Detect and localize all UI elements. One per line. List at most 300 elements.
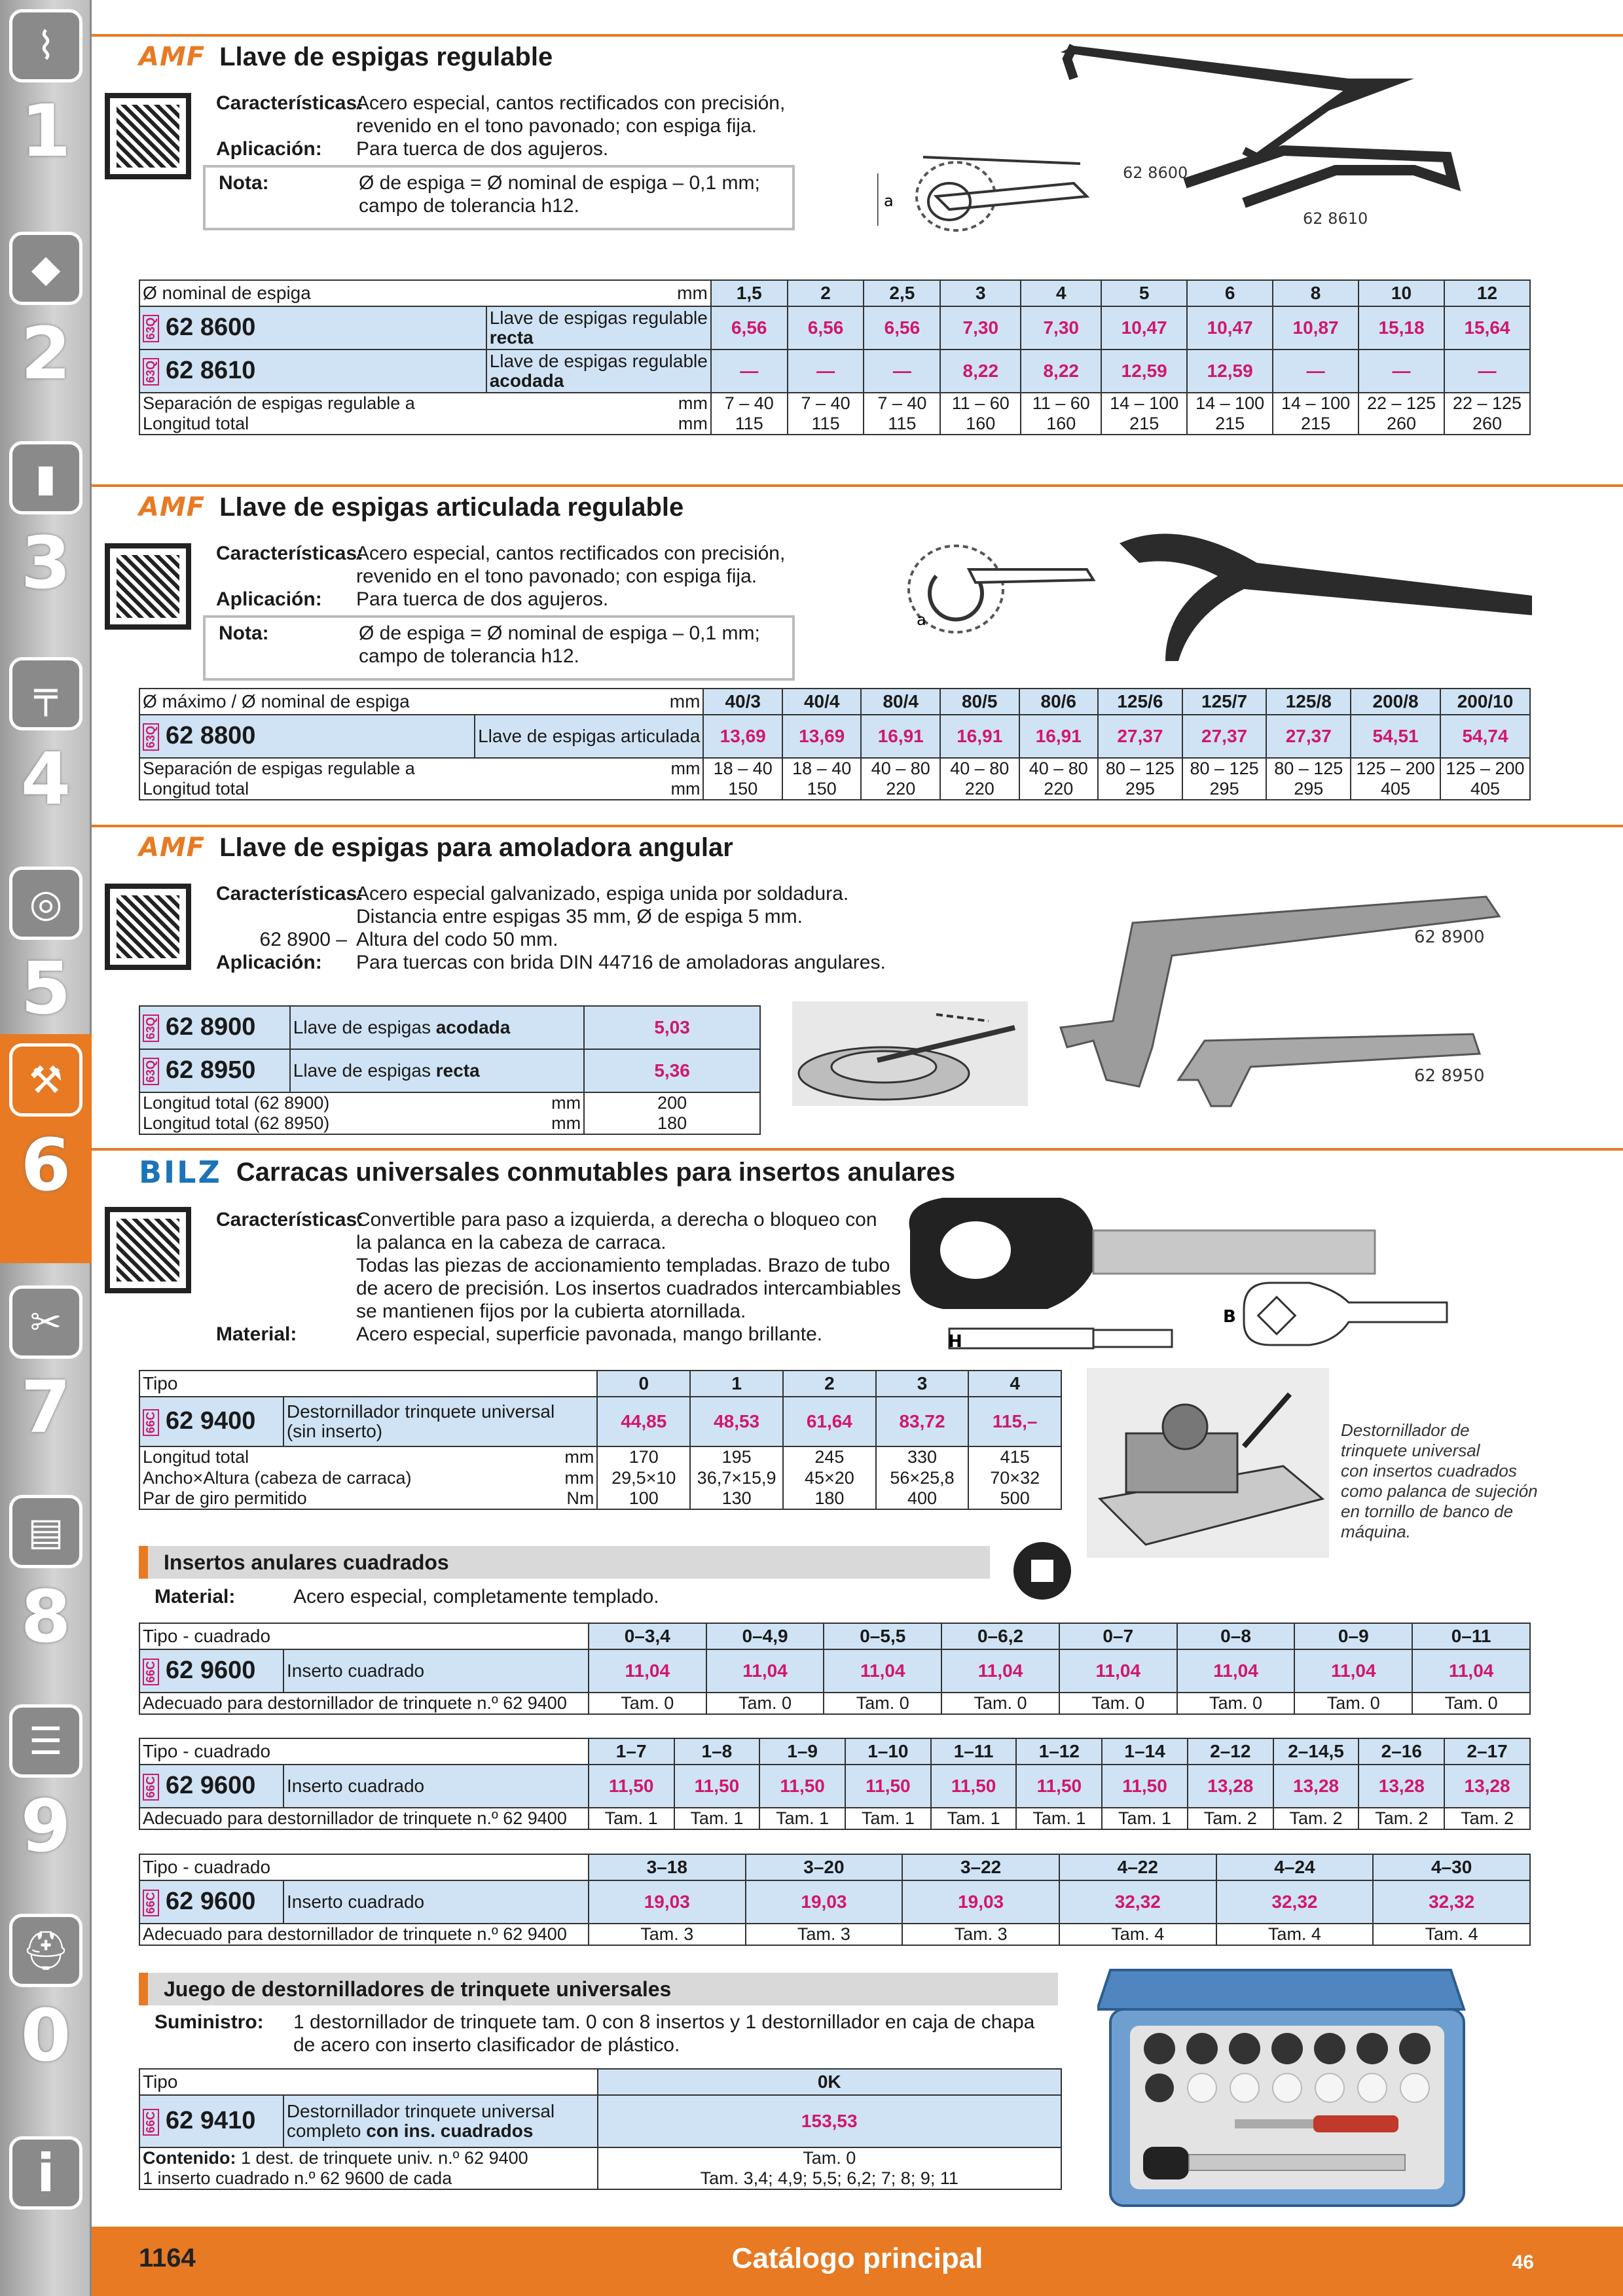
- spec-cell: 150: [703, 779, 782, 800]
- spec-cell: Tam. 4: [1373, 1924, 1530, 1945]
- product-caption: 62 8950: [1414, 1066, 1485, 1086]
- header-cell: 1–8: [674, 1738, 760, 1765]
- chapter-number: 9: [20, 1784, 71, 1868]
- header-cell: 0–7: [1059, 1623, 1177, 1649]
- price-cell: 11,50: [845, 1765, 931, 1808]
- unit-label: mm: [532, 1092, 584, 1113]
- amf-logo: AMF: [139, 833, 206, 863]
- price-cell: 12,59: [1187, 350, 1273, 393]
- article-row[interactable]: [139, 2095, 1061, 2147]
- unit-label: mm: [558, 1467, 597, 1488]
- price-group-tag: 66C: [143, 1409, 159, 1436]
- spec-label: Adecuado para destornillador de trinquete n.º 62 9400: [139, 1924, 589, 1945]
- spec-cell: Tam. 0: [706, 1693, 824, 1714]
- price-cell: 13,28: [1444, 1765, 1530, 1808]
- article-row[interactable]: [139, 306, 1530, 350]
- chapter-tab-6[interactable]: [0, 1034, 92, 1263]
- article-number: 62 9600: [166, 1657, 256, 1685]
- spec-cell: 80 – 125: [1266, 758, 1351, 779]
- header-cell: 80/4: [861, 689, 940, 715]
- spec-cell: 160: [940, 414, 1021, 435]
- price-cell: 11,50: [1016, 1765, 1102, 1808]
- price-cell: 5,03: [584, 1006, 760, 1049]
- spec-cell: 215: [1273, 414, 1359, 435]
- article-desc: Llave de espigas regulable: [489, 308, 708, 328]
- price-cell: 27,37: [1098, 715, 1182, 758]
- price-table: [139, 2068, 1062, 2190]
- article-row[interactable]: [139, 715, 1530, 758]
- spec-cell: 22 – 125: [1359, 393, 1444, 414]
- article-row[interactable]: [139, 1397, 1061, 1446]
- header-cell: 40/4: [782, 689, 862, 715]
- spec-cell: Tam. 2: [1359, 1808, 1444, 1829]
- pliers-icon: ✂: [9, 1285, 82, 1359]
- price-table: [139, 279, 1531, 435]
- header-cell: 3–20: [746, 1854, 903, 1880]
- header-cell: 1–14: [1102, 1738, 1188, 1765]
- caliper-icon: ╤: [9, 657, 82, 730]
- section-divider: [92, 1148, 1623, 1151]
- section-divider: [92, 825, 1623, 827]
- price-table: [139, 1370, 1062, 1510]
- price-cell: 16,91: [940, 715, 1019, 758]
- price-cell: 54,74: [1440, 715, 1530, 758]
- price-cell: 48,53: [690, 1397, 783, 1446]
- article-row[interactable]: [139, 350, 1530, 393]
- price-group-tag: 63Q: [143, 315, 159, 342]
- amf-logo: AMF: [139, 42, 206, 72]
- article-number: 62 8600: [166, 314, 256, 341]
- spec-cell: 150: [782, 779, 862, 800]
- header-cell: 2,5: [864, 280, 940, 306]
- section-heading: [139, 42, 553, 72]
- dimension-label: a: [884, 192, 894, 210]
- article-desc: Llave de espigas articulada: [475, 715, 703, 758]
- supply-text: de acero con inserto clasificador de plástico.: [293, 2034, 680, 2056]
- price-group-tag: 66C: [143, 1774, 159, 1801]
- features-label: Características:: [216, 92, 364, 114]
- section-title: Carracas universales conmutables para insertos anulares: [236, 1157, 956, 1187]
- spec-row: [139, 1924, 1530, 1945]
- page-number: 1164: [139, 2244, 196, 2272]
- price-cell: 6,56: [711, 306, 788, 350]
- ratchet-set-case-illustration: [1097, 1964, 1470, 2219]
- spec-cell: 295: [1266, 779, 1351, 800]
- price-cell: 15,64: [1444, 306, 1530, 350]
- features-text: Acero especial galvanizado, espiga unida por soldadura.: [356, 883, 849, 905]
- bilz-logo: BILZ: [139, 1155, 222, 1190]
- article-desc: (sin inserto): [286, 1421, 383, 1441]
- header-cell: 8: [1273, 280, 1359, 306]
- price-cell: 5,36: [584, 1049, 760, 1092]
- article-number: 62 8900: [166, 1013, 256, 1041]
- price-group-tag: 63Q: [143, 358, 159, 386]
- spec-row: [139, 2147, 1061, 2168]
- chuck-icon: ▮: [9, 441, 82, 514]
- chapter-tab-7[interactable]: [0, 1276, 92, 1486]
- price-cell: 11,04: [824, 1649, 941, 1693]
- article-row[interactable]: [139, 1880, 1530, 1924]
- material-text: Acero especial, completamente templado.: [293, 1586, 659, 1607]
- article-desc: Destornillador trinquete universal: [286, 2101, 555, 2121]
- spec-cell: Tam. 0: [1177, 1693, 1295, 1714]
- spec-cell: Tam. 1: [759, 1808, 845, 1829]
- price-cell: 13,28: [1273, 1765, 1359, 1808]
- spec-cell: Tam. 1: [674, 1808, 760, 1829]
- article-desc: Llave de espigas regulable: [489, 351, 708, 371]
- features-label: Características:: [216, 883, 364, 905]
- spec-cell: 22 – 125: [1444, 393, 1530, 414]
- chapter-number: 1: [20, 89, 71, 173]
- material-label: Material:: [155, 1586, 236, 1607]
- spec-cell: 7 – 40: [711, 393, 788, 414]
- section-heading: [139, 492, 684, 522]
- chapter-tab-info[interactable]: [0, 2127, 92, 2225]
- illustration-caption: [1341, 1420, 1538, 1542]
- header-label: Tipo - cuadrado: [139, 1623, 589, 1649]
- section-title: Llave de espigas regulable: [219, 42, 553, 71]
- chapter-number: 0: [20, 1994, 71, 2077]
- spec-cell: 14 – 100: [1187, 393, 1273, 414]
- catalog-title: Catálogo principal: [731, 2242, 983, 2274]
- spec-cell: 40 – 80: [861, 758, 940, 779]
- price-cell: 10,47: [1101, 306, 1187, 350]
- spec-label: Adecuado para destornillador de trinquete n.º 62 9400: [139, 1808, 589, 1829]
- unit-label: mm: [542, 758, 704, 779]
- application-label: Aplicación:: [216, 588, 322, 610]
- header-cell: 0–5,5: [824, 1623, 941, 1649]
- spec-cell: 18 – 40: [782, 758, 862, 779]
- features-text: de acero de precisión. Los insertos cuadrados intercambiables: [356, 1278, 902, 1299]
- spec-cell: Tam. 3,4; 4,9; 5,5; 6,2; 7; 8; 9; 11: [598, 2168, 1062, 2189]
- drill-bit-icon: ⌇: [9, 9, 82, 82]
- product-caption: 62 8900: [1414, 927, 1485, 947]
- price-cell: 11,04: [589, 1649, 706, 1693]
- grinding-disc-icon: ◎: [9, 867, 82, 940]
- spec-row: [139, 1446, 1061, 1467]
- header-cell: 1–10: [845, 1738, 931, 1765]
- spec-row: [139, 393, 1530, 414]
- wrench-screwdriver-icon: ⚒: [9, 1043, 82, 1117]
- spec-cell: Tam. 3: [746, 1924, 903, 1945]
- spec-cell: 14 – 100: [1101, 393, 1187, 414]
- spec-cell: Tam. 1: [931, 1808, 1017, 1829]
- product-caption: 62 8600: [1123, 164, 1188, 182]
- spec-row: [139, 1467, 1061, 1488]
- table-header-row: [139, 1623, 1530, 1649]
- price-cell: —: [1444, 350, 1530, 393]
- supply-text: 1 destornillador de trinquete tam. 0 con 8 insertos y 1 destornillador en caja de chapa: [293, 2011, 1035, 2033]
- article-desc: Llave de espigas: [293, 1060, 436, 1081]
- section-heading: [139, 833, 733, 863]
- spec-cell: 7 – 40: [788, 393, 864, 414]
- header-cell: 12: [1444, 280, 1530, 306]
- features-block: [216, 92, 785, 160]
- header-label: Tipo: [139, 2069, 598, 2095]
- spec-cell: 180: [783, 1488, 876, 1509]
- spec-label: 1 dest. de trinquete univ. n.º 62 9400: [236, 2148, 528, 2168]
- table-header-row: [139, 2069, 1061, 2095]
- price-cell: 11,04: [1177, 1649, 1295, 1693]
- price-cell: 11,50: [674, 1765, 760, 1808]
- spec-cell: 14 – 100: [1273, 393, 1359, 414]
- spec-cell: Tam. 4: [1059, 1924, 1216, 1945]
- header-cell: 0–6,2: [941, 1623, 1059, 1649]
- qr-code[interactable]: [110, 98, 186, 174]
- contents-label: Contenido:: [143, 2148, 236, 2168]
- spec-cell: Tam. 3: [589, 1924, 746, 1945]
- caption-line: en tornillo de banco de: [1341, 1501, 1514, 1521]
- article-row[interactable]: [139, 1649, 1530, 1693]
- chapter-number: 7: [20, 1365, 71, 1449]
- features-text: Altura del codo 50 mm.: [356, 929, 558, 950]
- price-cell: 11,04: [706, 1649, 824, 1693]
- header-cell: 2: [788, 280, 864, 306]
- unit-label: Nm: [558, 1488, 597, 1509]
- spec-row: [139, 1113, 760, 1134]
- spec-cell: Tam. 0: [824, 1693, 941, 1714]
- spec-cell: 170: [597, 1446, 690, 1467]
- price-cell: 83,72: [876, 1397, 969, 1446]
- spec-cell: 115: [788, 414, 864, 435]
- price-cell: 54,51: [1351, 715, 1440, 758]
- spec-cell: 295: [1182, 779, 1267, 800]
- caption-line: con insertos cuadrados: [1341, 1461, 1517, 1480]
- price-cell: 11,50: [931, 1765, 1017, 1808]
- bench-vise-usage-illustration: [1087, 1368, 1336, 1564]
- spec-cell: 115: [864, 414, 940, 435]
- price-cell: 11,50: [759, 1765, 845, 1808]
- price-cell: 6,56: [864, 306, 940, 350]
- spec-cell: Tam. 0: [598, 2147, 1062, 2168]
- header-cell: 5: [1101, 280, 1187, 306]
- header-cell: 2–16: [1359, 1738, 1444, 1765]
- price-cell: 153,53: [598, 2095, 1062, 2147]
- features-text: Acero especial, cantos rectificados con precisión,: [356, 543, 786, 564]
- article-desc: Inserto cuadrado: [283, 1880, 589, 1924]
- header-cell: 10: [1359, 280, 1444, 306]
- features-text: revenido en el tono pavonado; con espiga fija.: [356, 565, 757, 587]
- chapter-tab-4[interactable]: [0, 648, 92, 857]
- edition-number: 46: [1512, 2251, 1534, 2273]
- spec-row: [139, 1693, 1530, 1714]
- header-cell: 3: [940, 280, 1021, 306]
- price-cell: 10,47: [1187, 306, 1273, 350]
- spec-cell: 295: [1098, 779, 1182, 800]
- price-cell: 8,22: [940, 350, 1021, 393]
- price-cell: 16,91: [1019, 715, 1099, 758]
- dimension-label: a: [917, 611, 926, 629]
- article-number: 62 9410: [166, 2107, 256, 2135]
- article-number: 62 8950: [166, 1056, 256, 1084]
- spec-cell: Tam. 0: [1059, 1693, 1177, 1714]
- spec-cell: 405: [1440, 779, 1530, 800]
- header-cell: 0–4,9: [706, 1623, 824, 1649]
- article-number: 62 9400: [166, 1407, 256, 1435]
- chapter-tab-8[interactable]: [0, 1486, 92, 1695]
- price-cell: 13,69: [703, 715, 782, 758]
- spec-cell: 70×32: [968, 1467, 1061, 1488]
- article-desc: completo: [286, 2121, 367, 2141]
- price-cell: —: [1273, 350, 1359, 393]
- material-block: [155, 1585, 659, 1608]
- subsection-title: Insertos anulares cuadrados: [139, 1546, 990, 1579]
- note-label: Nota:: [219, 172, 269, 194]
- chapter-tab-3[interactable]: [0, 432, 92, 641]
- chapter-tab-2[interactable]: [0, 223, 92, 432]
- chapter-number: 4: [20, 737, 71, 821]
- spec-cell: 400: [876, 1488, 969, 1509]
- header-cell: 1–12: [1016, 1738, 1102, 1765]
- header-cell: 4: [968, 1371, 1061, 1397]
- spec-cell: Tam. 0: [1294, 1693, 1412, 1714]
- application-text: Para tuercas con brida DIN 44716 de amoladoras angulares.: [356, 952, 886, 973]
- supply-block: [155, 2011, 1034, 2056]
- table-header-row: [139, 1854, 1530, 1880]
- features-text: se mantienen fijos por la cubierta atornillada.: [356, 1300, 746, 1322]
- chapter-tab-9[interactable]: [0, 1695, 92, 1905]
- spec-cell: 160: [1021, 414, 1101, 435]
- pin-wrench-illustration: [877, 39, 1539, 236]
- note-text: Ø de espiga = Ø nominal de espiga – 0,1 mm;: [359, 622, 760, 644]
- header-label: Ø nominal de espiga: [139, 280, 553, 306]
- header-label: Ø máximo / Ø nominal de espiga: [139, 689, 542, 715]
- features-label: Características:: [216, 1209, 364, 1230]
- chapter-sidebar: [0, 0, 92, 2296]
- spec-cell: 100: [597, 1488, 690, 1509]
- spec-cell: 215: [1101, 414, 1187, 435]
- header-cell: 0: [597, 1371, 690, 1397]
- section-heading: [139, 1155, 955, 1190]
- section-divider: [92, 34, 1623, 37]
- spec-cell: Tam. 0: [1412, 1693, 1530, 1714]
- header-cell: 125/8: [1266, 689, 1351, 715]
- header-cell: 0–8: [1177, 1623, 1295, 1649]
- spec-cell: Tam. 1: [1102, 1808, 1188, 1829]
- spec-cell: 260: [1359, 414, 1444, 435]
- article-number: 62 8800: [166, 722, 256, 749]
- spec-row: [139, 758, 1530, 779]
- qr-code[interactable]: [110, 1212, 186, 1288]
- article-variant: recta: [435, 1060, 480, 1081]
- unit-label: mm: [558, 1446, 597, 1467]
- qr-code[interactable]: [110, 548, 186, 624]
- header-label: Tipo - cuadrado: [139, 1854, 589, 1880]
- price-cell: 19,03: [902, 1880, 1059, 1924]
- header-label: Tipo - cuadrado: [139, 1738, 589, 1765]
- price-cell: 27,37: [1182, 715, 1267, 758]
- article-reference: 62 8900 –: [259, 929, 347, 950]
- header-cell: 1: [690, 1371, 783, 1397]
- chapter-number: 6: [20, 1123, 71, 1207]
- note-text: campo de tolerancia h12.: [359, 195, 579, 217]
- article-desc: Llave de espigas: [293, 1017, 436, 1037]
- spec-cell: Tam. 1: [845, 1808, 931, 1829]
- supply-label: Suministro:: [155, 2011, 264, 2033]
- spec-cell: 115: [711, 414, 788, 435]
- price-table: [139, 1623, 1531, 1715]
- article-row[interactable]: [139, 1049, 760, 1092]
- spec-row: [139, 414, 1530, 435]
- price-cell: —: [864, 350, 940, 393]
- spec-cell: 330: [876, 1446, 969, 1467]
- cutting-insert-icon: ◆: [9, 232, 82, 305]
- spec-cell: 220: [861, 779, 940, 800]
- price-cell: 6,56: [788, 306, 864, 350]
- spec-cell: Tam. 2: [1444, 1808, 1530, 1829]
- spec-row: [139, 1808, 1530, 1829]
- spec-cell: 215: [1187, 414, 1273, 435]
- caption-line: Destornillador de: [1341, 1420, 1470, 1440]
- price-cell: 13,28: [1359, 1765, 1444, 1808]
- qr-code[interactable]: [110, 889, 186, 965]
- caption-line: trinquete universal: [1341, 1441, 1480, 1460]
- price-cell: 12,59: [1101, 350, 1187, 393]
- article-desc: Inserto cuadrado: [283, 1649, 589, 1693]
- price-cell: 13,69: [782, 715, 862, 758]
- header-cell: 125/6: [1098, 689, 1182, 715]
- spec-cell: Tam. 2: [1188, 1808, 1273, 1829]
- tool-cabinet-icon: ☰: [9, 1704, 82, 1778]
- spec-cell: Tam. 4: [1216, 1924, 1374, 1945]
- amf-logo: AMF: [139, 492, 206, 522]
- price-cell: —: [1359, 350, 1444, 393]
- chapter-tab-0[interactable]: [0, 1905, 92, 2114]
- article-variant: con ins. cuadrados: [366, 2121, 534, 2141]
- article-row[interactable]: [139, 1765, 1530, 1808]
- chapter-number: 3: [20, 521, 71, 605]
- spec-cell: 260: [1444, 414, 1530, 435]
- price-cell: 32,32: [1216, 1880, 1374, 1924]
- price-group-tag: 63Q: [143, 723, 159, 751]
- caption-line: como palanca de sujeción: [1341, 1481, 1538, 1501]
- price-group-tag: 66C: [143, 1890, 159, 1916]
- spec-label: Adecuado para destornillador de trinquete n.º 62 9400: [139, 1693, 589, 1714]
- table-header-row: [139, 689, 1530, 715]
- header-cell: 2: [783, 1371, 876, 1397]
- price-cell: 10,87: [1273, 306, 1359, 350]
- spec-label: Par de giro permitido: [139, 1488, 558, 1509]
- dimension-label: B: [1223, 1307, 1236, 1327]
- spec-cell: 36,7×15,9: [690, 1467, 783, 1488]
- header-cell: 80/6: [1019, 689, 1099, 715]
- header-cell: 200/10: [1440, 689, 1530, 715]
- header-cell: 200/8: [1351, 689, 1440, 715]
- unit-label: mm: [553, 280, 711, 306]
- header-cell: 80/5: [940, 689, 1019, 715]
- product-caption: 62 8610: [1303, 209, 1368, 228]
- article-variant: acodada: [435, 1017, 511, 1037]
- article-row[interactable]: [139, 1006, 760, 1049]
- spec-cell: 40 – 80: [940, 758, 1019, 779]
- subsection-title: Juego de destornilladores de trinquete universales: [139, 1973, 1058, 2005]
- page-footer: [92, 2227, 1623, 2296]
- info-icon: i: [9, 2136, 82, 2210]
- spec-label: Longitud total: [139, 779, 542, 800]
- spec-cell: 56×25,8: [876, 1467, 969, 1488]
- spec-cell: 80 – 125: [1098, 758, 1182, 779]
- application-text: Para tuerca de dos agujeros.: [356, 588, 609, 610]
- section-title: Llave de espigas para amoladora angular: [219, 833, 733, 862]
- spec-cell: 415: [968, 1446, 1061, 1467]
- price-group-tag: 66C: [143, 1659, 159, 1685]
- application-text: Para tuerca de dos agujeros.: [356, 138, 609, 160]
- price-cell: —: [788, 350, 864, 393]
- material-label: Material:: [216, 1323, 297, 1345]
- chapter-tab-1[interactable]: [0, 0, 92, 209]
- spec-cell: 80 – 125: [1182, 758, 1267, 779]
- price-cell: 13,28: [1188, 1765, 1273, 1808]
